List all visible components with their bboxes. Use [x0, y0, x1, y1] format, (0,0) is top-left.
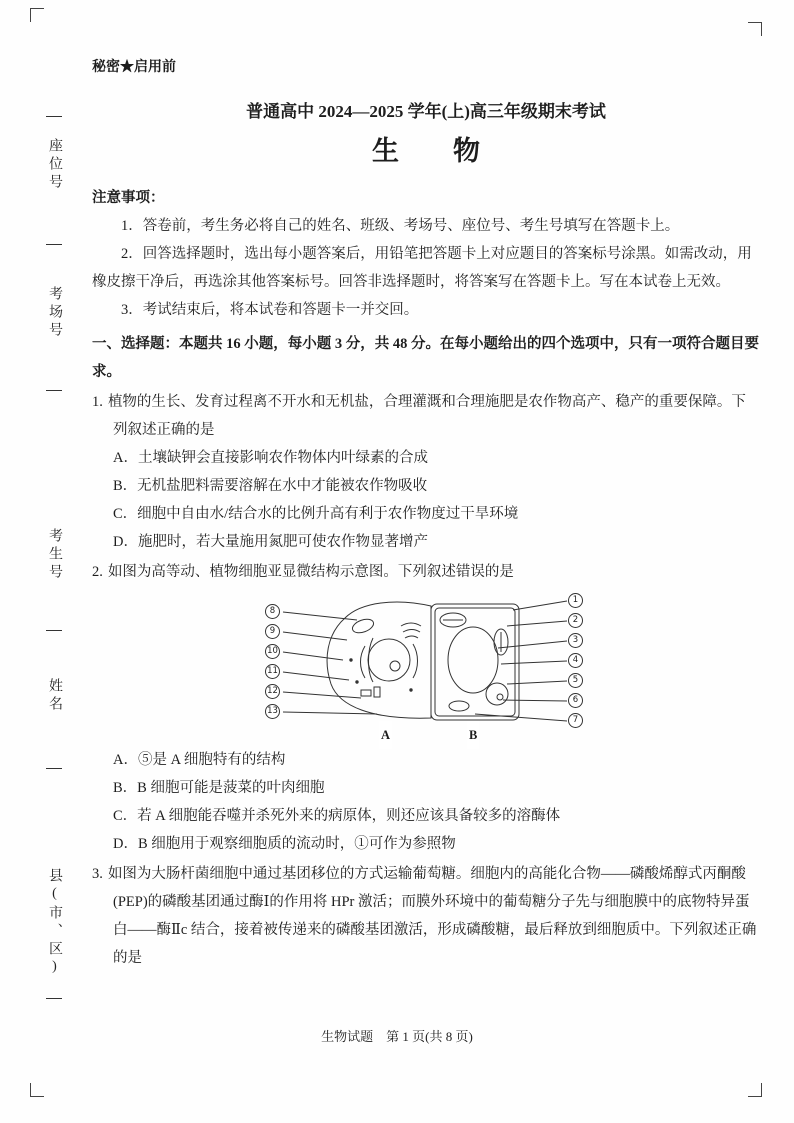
sidebar-field-name: 姓名	[47, 678, 62, 714]
figure-label-circled: 10	[265, 644, 280, 659]
crop-mark-bottom-right	[748, 1083, 762, 1097]
question-2	[92, 558, 760, 858]
question-1	[92, 388, 760, 556]
answer-blank-line	[46, 390, 62, 391]
figure-label-circled: 5	[568, 673, 583, 688]
answer-blank-line	[46, 998, 62, 999]
figure-cell-a-label: A	[379, 721, 392, 749]
option-a: A．⑤是 A 细胞特有的结构	[113, 752, 286, 768]
exam-title: 普通高中 2024—2025 学年(上)高三年级期末考试	[246, 102, 606, 121]
question-3	[92, 860, 760, 972]
option-d: D．施肥时，若大量施用氮肥可使农作物显著增产	[113, 534, 428, 550]
main-content	[92, 54, 760, 972]
figure-label-circled: 3	[568, 633, 583, 648]
figure-label-circled: 4	[568, 653, 583, 668]
figure-label-circled: 11	[265, 664, 280, 679]
figure-label-circled: 12	[265, 684, 280, 699]
sidebar-field-county: 县(市、区)	[47, 868, 62, 978]
sidebar-field-seat-number: 座位号	[47, 138, 62, 192]
figure-label-circled: 6	[568, 693, 583, 708]
answer-blank-line	[46, 768, 62, 769]
option-b: B．无机盐肥料需要溶解在水中才能被农作物吸收	[113, 478, 428, 494]
secrecy-label: 秘密★启用前	[92, 60, 176, 75]
footer-text: 生物试题 第 1 页(共 8 页)	[321, 1029, 473, 1044]
figure-label-circled: 9	[265, 624, 280, 639]
question-stem	[92, 558, 760, 586]
option-b: B．B 细胞可能是菠菜的叶肉细胞	[113, 780, 325, 796]
question-stem-text: 如图为高等动、植物细胞亚显微结构示意图。下列叙述错误的是	[107, 564, 514, 580]
sidebar-field-exam-room-number: 考场号	[47, 286, 62, 340]
question-number: 1.	[92, 394, 103, 410]
option-c: C．若 A 细胞能吞噬并杀死外来的病原体，则还应该具备较多的溶酶体	[113, 808, 561, 824]
figure-label-circled: 13	[265, 704, 280, 719]
question-number: 2.	[92, 564, 103, 580]
option-c: C．细胞中自由水/结合水的比例升高有利于农作物度过干旱环境	[113, 506, 519, 522]
figure-label-circled: 1	[568, 593, 583, 608]
figure-cell-b-label: B	[467, 721, 479, 749]
figure-label-circled: 7	[568, 713, 583, 728]
answer-blank-line	[46, 630, 62, 631]
section-1-heading: 一、选择题：本题共 16 小题，每小题 3 分，共 48 分。在每小题给出的四个选项中，只有一项符合题目要求。	[92, 336, 759, 380]
notice-item-2: 2．回答选择题时，选出每小题答案后，用铅笔把答题卡上对应题目的答案标号涂黑。如需改动，用橡皮擦干净后，再选涂其他答案标号。回答非选择题时，将答案写在答题卡上。写在本试卷上无效。	[92, 246, 752, 290]
notice-heading: 注意事项：	[92, 190, 165, 206]
question-stem	[92, 860, 760, 972]
crop-mark-top-right	[748, 22, 762, 36]
figure-label-circled: 8	[265, 604, 280, 619]
subject-title: 生 物	[372, 136, 480, 166]
cell-diagram-drawing	[261, 590, 591, 730]
question-number: 3.	[92, 866, 103, 882]
notice-item-1: 1．答卷前，考生务必将自己的姓名、班级、考场号、座位号、考生号填写在答题卡上。	[121, 218, 680, 234]
sidebar-field-candidate-number: 考生号	[47, 528, 62, 582]
answer-blank-line	[46, 244, 62, 245]
option-d: D．B 细胞用于观察细胞质的流动时，①可作为参照物	[113, 836, 456, 852]
crop-mark-bottom-left	[30, 1083, 44, 1097]
crop-mark-top-left	[30, 8, 44, 22]
answer-blank-line	[46, 116, 62, 117]
question-stem-text: 植物的生长、发育过程离不开水和无机盐，合理灌溉和合理施肥是农作物高产、稳产的重要保障。下列叙述正确的是	[107, 394, 746, 438]
question-2-figure	[261, 590, 591, 742]
notice-item-3: 3．考试结束后，将本试卷和答题卡一并交回。	[121, 302, 419, 318]
option-a: A．土壤缺钾会直接影响农作物体内叶绿素的合成	[113, 450, 428, 466]
question-stem	[92, 388, 760, 444]
question-stem-text: 如图为大肠杆菌细胞中通过基团移位的方式运输葡萄糖。细胞内的高能化合物——磷酸烯醇式丙酮酸(PEP)的磷酸基团通过酶Ⅰ的作用将 HPr 激活；而膜外环境中的葡萄糖分子先与细胞膜中的底物特异蛋白——酶Ⅱc 结合，接着被传递来的磷酸基团激活，形成磷酸糖，最后释放到细胞质中。下列叙述正确的是	[107, 866, 757, 966]
figure-label-circled: 2	[568, 613, 583, 628]
